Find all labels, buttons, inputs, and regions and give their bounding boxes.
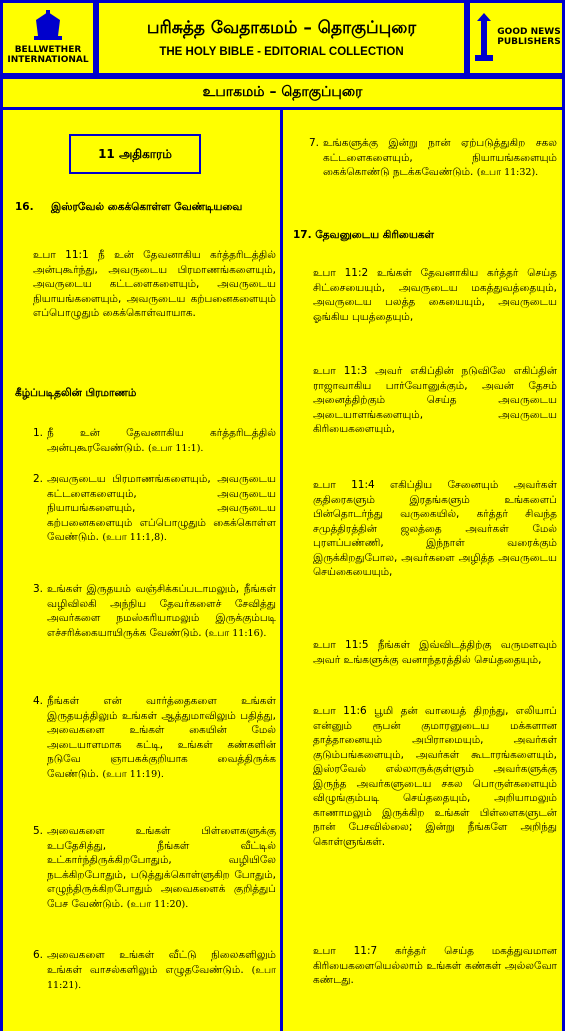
verse-ref: (உபா 11:21). xyxy=(47,964,276,991)
list-item xyxy=(33,948,276,994)
section-17-heading xyxy=(293,228,557,243)
bellwether-logo-text: BELLWETHER INTERNATIONAL xyxy=(7,45,89,65)
verse-ref: (உபா 11:19). xyxy=(102,768,164,780)
obedience-subtitle xyxy=(15,386,275,401)
bell-icon xyxy=(28,10,68,44)
list-item xyxy=(33,824,276,912)
section-17-title: 17. தேவனுடைய கிரியைகள் xyxy=(293,229,435,241)
verse-ref: (உபா 11:1,8). xyxy=(102,532,167,543)
verse-paragraph: உபா 11:5 நீங்கள் இவ்விடத்திற்கு வருமளவும் அவர் உங்களுக்கு வனாந்தரத்தில் செய்ததையும், xyxy=(313,639,557,666)
chapter-label: 11 அதிகாரம் xyxy=(98,146,172,161)
section-16-number: 16. xyxy=(15,201,34,213)
lamp-icon xyxy=(471,13,497,63)
list-number: 6. xyxy=(33,949,44,961)
list-body: அவைகளை உங்கள் வீட்டு நிலைகளிலும் உங்கள் வாசல்களிலும் எழுதவேண்டும். xyxy=(47,949,276,976)
section-16-heading xyxy=(15,200,275,215)
intro-paragraph: உபா 11:1 நீ உன் தேவனாகிய கர்த்தரிடத்தில் அன்புகூர்ந்து, அவருடைய பிரமாணங்களையும், அவருடைய கட்டளைகளையும், அவருடைய நியாயங்களையும், அவருடைய கற்பனைகளையும் எப்பொழுதும் கைக்கொள்வாயாக. xyxy=(33,249,276,319)
list-body: நீங்கள் என் வார்த்தைகளை உங்கள் இருதயத்திலும் உங்கள் ஆத்துமாவிலும் பதித்து, அவைகளை உங்கள் கையின் மேல் அடையாளமாக கட்டி, உங்கள் கண்களின் நடுவே ஞாபகக்குறியாக வைத்திருக்க வேண்டும். xyxy=(47,695,276,780)
verse-paragraph: உபா 11:2 உங்கள் தேவனாகிய கர்த்தர் செய்த சிட்சையையும், அவருடைய மகத்துவத்தையும், அவருடைய பலத்த கையையும், அவருடைய ஓங்கிய புயத்தையும், xyxy=(313,267,557,323)
list-item xyxy=(33,426,276,456)
verse-ref: (உபா 11:20). xyxy=(126,898,189,910)
list-number: 2. xyxy=(33,473,44,485)
list-item xyxy=(33,694,276,782)
section-16-title: இஸ்ரவேல் கைக்கொள்ள வேண்டியவை xyxy=(51,201,243,213)
title-english: THE HOLY BIBLE - EDITORIAL COLLECTION xyxy=(159,46,404,58)
list-text xyxy=(47,694,276,782)
verse-ref: (உபா 11:1). xyxy=(148,442,204,454)
list-text xyxy=(47,472,276,546)
verse-paragraph: உபா 11:6 பூமி தன் வாயைத் திறந்து, எலியாப் என்னும் ரூபன் குமாரனுடைய மக்களான தாத்தானையும் அபிராமையும், அவர்கள் குடும்பங்களையும், அவர்கள் கூடாரங்களையும், இஸ்ரவேல் எல்லாருக்குள்ளும் அவர்களுக்கு இருந்த அவர்களுடைய சகல பொருள்களையும் விழுங்கும்படி செய்ததையும், அறியாமலும் காணாமலும் இருக்கிற உங்கள் பிள்ளைகளுடன் நான் பேசவில்லை; இன்று நீங்களே அறிந்து கொள்ளுங்கள். xyxy=(313,705,557,848)
list-number: 7. xyxy=(309,137,320,149)
list-body: அவைகளை உங்கள் பிள்ளைகளுக்கு உபதேசித்து, நீங்கள் வீட்டில் உட்கார்ந்திருக்கிறபோதும், வழியிலே நடக்கிறபோதும், படுத்துக்கொள்ளுகிற போதும், எழுந்திருக்கிறபோதும் அவைகளைக் குறித்துப் பேச வேண்டும். xyxy=(47,825,276,910)
chapter-box xyxy=(69,134,201,174)
obedience-subtitle-text: கீழ்ப்படிதலின் பிரமாணம் xyxy=(15,387,137,399)
subheader-text: உபாகமம் – தொகுப்புரை xyxy=(202,84,363,100)
list-body: உங்களுக்கு இன்று நான் ஏற்படுத்துகிற சகல கட்டளைகளையும், நியாயங்களையும் கைக்கொண்டு நடக்கவேண்டும். xyxy=(323,137,557,178)
verse-paragraph: உபா 11:7 கர்த்தர் செய்த மகத்துவமான கிரியைகளையெல்லாம் உங்கள் கண்கள் அல்லவோ கண்டது. xyxy=(313,945,557,986)
list-item xyxy=(33,582,276,641)
list-body: நீ உன் தேவனாகிய கர்த்தரிடத்தில் அன்புகூரவேண்டும். xyxy=(47,427,276,454)
list-number: 5. xyxy=(33,825,44,837)
right-column xyxy=(280,110,565,1031)
verse-paragraph: உபா 11:4 எகிப்திய சேனையும் அவர்கள் குதிரைகளும் இரதங்களும் உங்களைப் பின்தொடர்ந்து வருகையில், கர்த்தர் சிவந்த சமுத்திரத்தின் ஜலத்தை அவர்கள் மேல் புரளப்பண்ணி, இந்நாள் வரைக்கும் இருக்கிறதுபோல, அவர்களை அழித்த அவருடைய செய்கையையும், xyxy=(313,479,557,578)
verse-ref: (உபா 11:16). xyxy=(204,627,267,639)
list-item xyxy=(309,136,557,181)
list-item xyxy=(33,472,276,546)
list-number: 4. xyxy=(33,695,44,707)
list-text xyxy=(47,824,276,912)
left-column xyxy=(0,110,283,1031)
verse-paragraph: உபா 11:3 அவர் எகிப்தின் நடுவிலே எகிப்தின் ராஜாவாகிய பார்வோனுக்கும், அவன் தேசம் அனைத்திற்கும் செய்த அவருடைய அடையாளங்களையும், அவருடைய கிரியைகளையும், xyxy=(313,365,557,435)
list-text xyxy=(47,948,276,994)
list-text xyxy=(323,136,557,181)
good-news-logo xyxy=(467,0,565,76)
list-body: அவருடைய பிரமாணங்களையும், அவருடைய கட்டளைகளையும், அவருடைய நியாயங்களையும், அவருடைய கற்பனைகளையும் எப்பொழுதும் கைக்கொள்ள வேண்டும். xyxy=(47,473,276,543)
verse-ref: (உபா 11:32). xyxy=(476,167,539,178)
book-subheader xyxy=(0,76,565,110)
list-number: 1. xyxy=(33,427,44,439)
bellwether-logo xyxy=(0,0,96,76)
good-news-logo-text: GOOD NEWS PUBLISHERS xyxy=(497,27,561,47)
title-tamil: பரிசுத்த வேதாகமம் – தொகுப்புரை xyxy=(146,18,417,38)
list-body: உங்கள் இருதயம் வஞ்சிக்கப்படாமலும், நீங்கள் வழிவிலகி அந்நிய தேவர்களைச் சேவித்து அவர்களை நமஸ்கரியாமலும் இருக்கும்படி எச்சரிக்கையாயிருக்க வேண்டும். xyxy=(47,583,276,639)
list-number: 3. xyxy=(33,583,44,595)
list-text xyxy=(47,426,276,456)
list-text xyxy=(47,582,276,641)
page-header xyxy=(96,0,467,76)
